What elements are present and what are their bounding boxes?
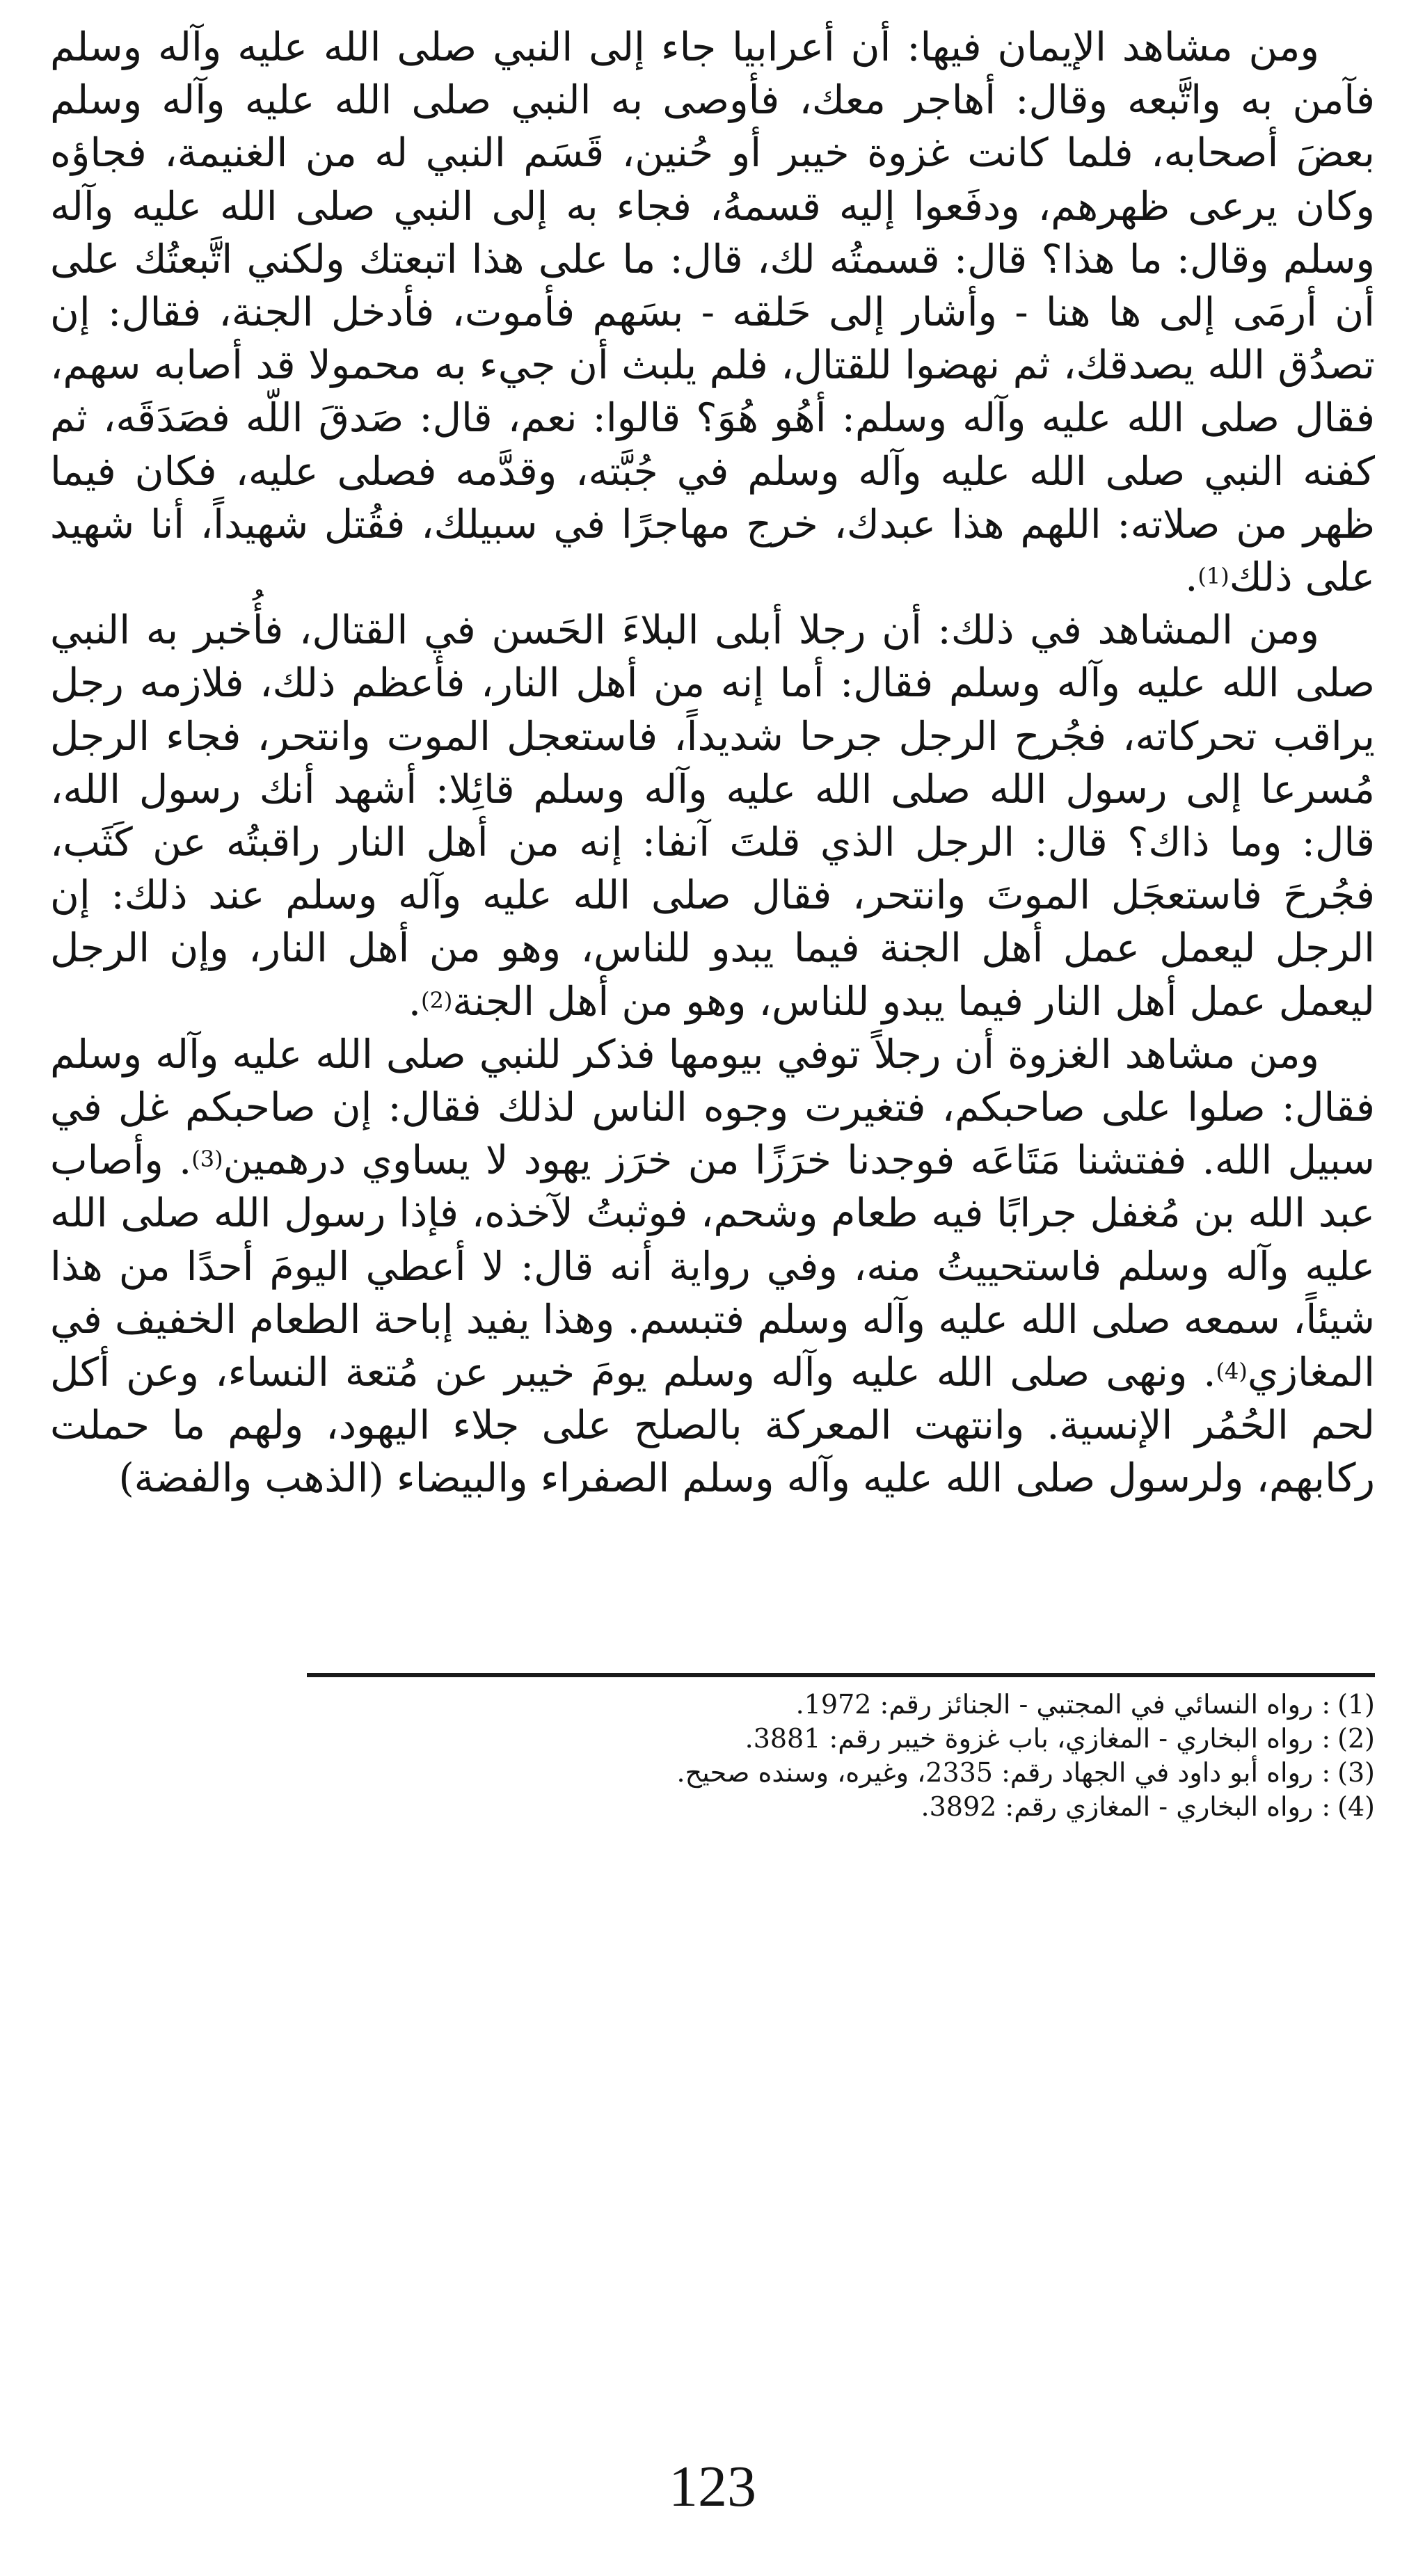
- footnote-1: [307, 1688, 1375, 1722]
- footnote-separator-rule: [307, 1673, 1375, 1677]
- footnote-3-text: : رواه أبو داود في الجهاد رقم: 2335، وغيره، وسنده صحيح.: [676, 1757, 1331, 1788]
- main-text: [50, 21, 1375, 1505]
- footnote-1-number: (1): [1337, 1689, 1375, 1720]
- paragraph-1-text: ومن مشاهد الإيمان فيها: أن أعرابيا جاء إلى النبي صلى الله عليه وآله وسلم فآمن به واتَّبعه وقال: أهاجر معك، فأوصى به النبي صلى الله عليه وآله وسلم بعضَ أصحابه، فلما كانت غزوة خيبر أو حُنين، قَسَم النبي له من الغنيمة، فجاؤه وكان يرعى ظهرهم، ودفَعوا إليه قسمهُ، فجاء به إلى النبي صلى الله عليه وآله وسلم وقال: ما هذا؟ قال: قسمتُه لك، قال: ما على هذا اتبعتك ولكني اتَّبعتُك على أن أرمَى إلى ها هنا - وأشار إلى حَلقه - بسَهم فأموت، فأدخل الجنة، فقال: إن تصدُق الله يصدقك، ثم نهضوا للقتال، فلم يلبث أن جيء به محمولا قد أصابه سهم، فقال صلى الله عليه وآله وسلم: أهُو هُوَ؟ قالوا: نعم، قال: صَدقَ اللّه فصَدَقَه، ثم كفنه النبي صلى الله عليه وآله وسلم في جُبَّته، وقدَّمه فصلى عليه، فكان فيما ظهر من صلاته: اللهم هذا عبدك، خرج مهاجرًا في سبيلك، فقُتل شهيداً، أنا شهيد على ذلك: [50, 24, 1375, 601]
- paragraph-1-period: .: [1185, 554, 1198, 601]
- footnote-4: [307, 1790, 1375, 1824]
- footnote-2-text: : رواه البخاري - المغازي، باب غزوة خيبر رقم: 3881.: [745, 1723, 1331, 1754]
- footnote-4-number: (4): [1337, 1791, 1375, 1822]
- footnote-2: [307, 1722, 1375, 1756]
- footnote-ref-1: (1): [1197, 563, 1229, 590]
- paragraph-3-continuation-2: . ونهى صلى الله عليه وآله وسلم يومَ خيبر عن مُتعة النساء، وعن أكل لحم الحُمُر الإنسية. وانتهت المعركة بالصلح على جلاء اليهود، ولهم ما حملت ركابهم، ولرسول صلى الله عليه وآله وسلم الصفراء والبيضاء (الذهب والفضة): [50, 1350, 1375, 1502]
- paragraph-2-text: ومن المشاهد في ذلك: أن رجلا أبلى البلاءَ الحَسن في القتال، فأُخبر به النبي صلى الله عليه وآله وسلم فقال: أما إنه من أهل النار، فأعظم ذلك، فلازمه رجل يراقب تحركاته، فجُرح الرجل جرحا شديداً، فاستعجل الموت وانتحر، فجاء الرجل مُسرعا إلى رسول الله صلى الله عليه وآله وسلم قائِلا: أشهد أنك رسول الله، قال: وما ذاك؟ قال: الرجل الذي قلتَ آنفا: إنه من أهل النار راقبتُه عن كَثَب، فجُرحَ فاستعجَل الموتَ وانتحر، فقال صلى الله عليه وآله وسلم عند ذلك: إن الرجل ليعمل عمل أهل الجنة فيما يبدو للناس، وهو من أهل النار، وإن الرجل ليعمل عمل أهل النار فيما يبدو للناس، وهو من أهل الجنة: [50, 607, 1375, 1025]
- paragraph-3-continuation: . وأصاب عبد الله بن مُغفل جرابًا فيه طعام وشحم، فوثبتُ لآخذه، فإذا رسول الله صلى الله عليه وآله وسلم فاستحييتُ منه، وفي رواية أنه قال: لا أعطي اليومَ أحدًا من هذا شيئاً، سمعه صلى الله عليه وآله وسلم فتبسم. وهذا يفيد إباحة الطعام الخفيف في المغازي: [50, 1137, 1375, 1396]
- footnote-3: [307, 1756, 1375, 1790]
- paragraph-1: [50, 21, 1375, 604]
- page-number: 123: [669, 2454, 756, 2519]
- footnote-ref-2: (2): [420, 986, 453, 1014]
- footnote-2-number: (2): [1337, 1723, 1375, 1754]
- paragraph-2: [50, 604, 1375, 1028]
- footnote-ref-3: (3): [191, 1146, 223, 1173]
- footnote-4-text: : رواه البخاري - المغازي رقم: 3892.: [921, 1791, 1331, 1822]
- paragraph-3-text: ومن مشاهد الغزوة أن رجلاً توفي بيومها فذكر للنبي صلى الله عليه وآله وسلم فقال: صلوا على صاحبكم، فتغيرت وجوه الناس لذلك فقال: إن صاحبكم غل في سبيل الله. ففتشنا مَتَاعَه فوجدنا خرَزًا من خرَز يهود لا يساوي درهمين: [50, 1031, 1375, 1184]
- footnotes: [307, 1688, 1375, 1824]
- footnote-3-number: (3): [1337, 1757, 1375, 1788]
- footnote-ref-4: (4): [1216, 1358, 1248, 1385]
- paragraph-2-period: .: [408, 978, 421, 1025]
- paragraph-3: [50, 1028, 1375, 1505]
- footnote-1-text: : رواه النسائي في المجتبي - الجنائز رقم: 1972.: [795, 1689, 1331, 1720]
